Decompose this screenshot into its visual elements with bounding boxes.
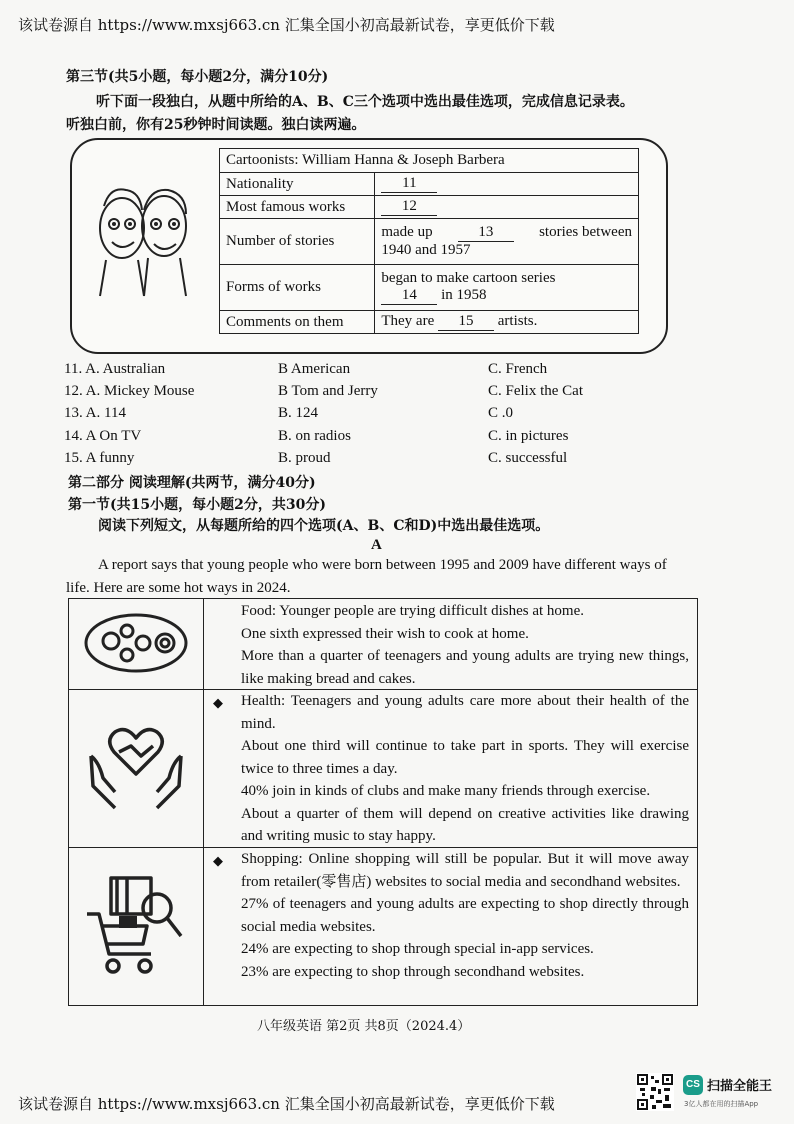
shopping-cart-icon: [81, 870, 191, 980]
comments-pre-text: They are: [381, 313, 435, 329]
option-14a[interactable]: 14. A On TV: [64, 428, 142, 444]
table-row-health: [69, 689, 697, 848]
record-label-stories: Number of stories: [220, 219, 375, 265]
passage-intro-line1: A report says that young people who were born between 1995 and 2009 have different ways of: [98, 557, 667, 573]
option-13b[interactable]: B. 124: [278, 405, 319, 421]
section3-instruction-1: 听下面一段独白，从题中所给的A、B、C三个选项中选出最佳选项，完成信息记录表。: [96, 94, 634, 110]
table-row-shopping: [69, 847, 697, 1006]
option-12c[interactable]: C. Felix the Cat: [488, 383, 583, 399]
section3-instruction-2: 听独白前，你有25秒钟时间读题。独白读两遍。: [66, 117, 366, 133]
page-number: 八年级英语 第2页 共8页（2024.4）: [257, 1019, 471, 1034]
camscanner-logo-icon: CS: [683, 1075, 703, 1095]
answer-blank-14[interactable]: 14: [381, 287, 437, 305]
option-12a[interactable]: 12. A. Mickey Mouse: [64, 383, 195, 399]
answer-blank-12[interactable]: 12: [381, 198, 437, 216]
passage-label: A: [371, 537, 382, 553]
information-record-table: [219, 148, 639, 334]
shopping-paragraph: 23% are expecting to shop through secondhand websites.: [241, 963, 585, 980]
option-15c[interactable]: C. successful: [488, 450, 568, 466]
answer-blank-15[interactable]: 15: [438, 313, 494, 331]
forms-post-text: in 1958: [441, 287, 487, 303]
part2-instruction: 阅读下列短文，从每题所给的四个选项(A、B、C和D)中选出最佳选项。: [98, 518, 550, 534]
forms-line1-text: began to make cartoon series: [381, 270, 556, 286]
header-source-line: 该试卷源自 https://www.mxsj663.cn 汇集全国小初高最新试卷，享更低价下载: [18, 16, 555, 34]
footer-source-line: 该试卷源自 https://www.mxsj663.cn 汇集全国小初高最新试卷，享更低价下载: [18, 1095, 555, 1113]
reading-table: [68, 598, 698, 1006]
hands-heart-icon: [81, 716, 191, 816]
option-11c[interactable]: C. French: [488, 361, 548, 377]
part2-title: 第二部分 阅读理解(共两节，满分40分): [68, 475, 316, 491]
table-row-food: [69, 599, 697, 689]
record-table-header: Cartoonists: William Hanna & Joseph Barbera: [220, 149, 639, 173]
answer-blank-11[interactable]: 11: [381, 175, 437, 193]
option-14b[interactable]: B. on radios: [278, 428, 351, 444]
cartoonists-portrait-icon: [92, 180, 196, 298]
section3-title: 第三节(共5小题，每小题2分，满分10分): [66, 69, 329, 85]
stories-pre-text: made up: [381, 224, 433, 240]
food-paragraph: More than a quarter of teenagers and young adults are trying new things, like making bread and cakes.: [241, 648, 689, 687]
option-13c[interactable]: C .0: [488, 405, 514, 421]
food-paragraph: Food: Younger people are trying difficult dishes at home.: [241, 603, 585, 619]
health-paragraph: About one third will continue to take part in sports. They will exercise twice to three times a day.: [241, 738, 689, 777]
food-text: [241, 600, 689, 690]
shopping-paragraph: 24% are expecting to shop through special in-app services.: [241, 941, 594, 957]
stories-post-text: stories between: [539, 224, 632, 240]
stories-years-text: 1940 and 1957: [381, 242, 471, 258]
food-paragraph: One sixth expressed their wish to cook at home.: [241, 625, 529, 642]
health-text: [241, 690, 689, 848]
record-label-comments: Comments on them: [220, 311, 375, 334]
comments-post-text: artists.: [497, 313, 538, 329]
option-12b[interactable]: B Tom and Jerry: [278, 383, 378, 399]
answer-blank-13[interactable]: 13: [458, 224, 514, 242]
qr-code-icon: [636, 1073, 674, 1111]
option-14c[interactable]: C. in pictures: [488, 428, 569, 444]
diamond-bullet-icon: ◆: [213, 696, 223, 711]
record-label-forms: Forms of works: [220, 265, 375, 311]
option-15a[interactable]: 15. A funny: [64, 450, 135, 466]
scanner-app-name: 扫描全能王: [707, 1079, 773, 1094]
option-11b[interactable]: B American: [278, 361, 351, 377]
option-15b[interactable]: B. proud: [278, 450, 331, 466]
part2-section1-title: 第一节(共15小题，每小题2分，共30分): [68, 497, 326, 513]
shopping-paragraph: 27% of teenagers and young adults are expecting to shop directly through social media websites.: [241, 896, 689, 935]
diamond-bullet-icon: ◆: [213, 854, 223, 869]
passage-intro-line2: life. Here are some hot ways in 2024.: [66, 580, 291, 596]
scanner-app-tagline: 3亿人都在用的扫描App: [684, 1100, 759, 1108]
health-paragraph: About a quarter of them will depend on creative activities like drawing and writing music to stay happy.: [241, 805, 689, 844]
shopping-paragraph: Shopping: Online shopping will still be popular. But it will move away from retailer(零售店) websites to social media and secondhand websites.: [241, 851, 689, 890]
option-11a[interactable]: 11. A. Australian: [64, 361, 166, 377]
option-13a[interactable]: 13. A. 114: [64, 405, 126, 421]
record-label-nationality: Nationality: [220, 173, 375, 196]
shopping-text: [241, 848, 689, 983]
health-paragraph: 40% join in kinds of clubs and make many friends through exercise.: [241, 783, 651, 799]
food-plate-icon: [81, 611, 191, 675]
health-paragraph: Health: Teenagers and young adults care more about their health of the mind.: [241, 693, 689, 732]
record-label-works: Most famous works: [220, 196, 375, 219]
